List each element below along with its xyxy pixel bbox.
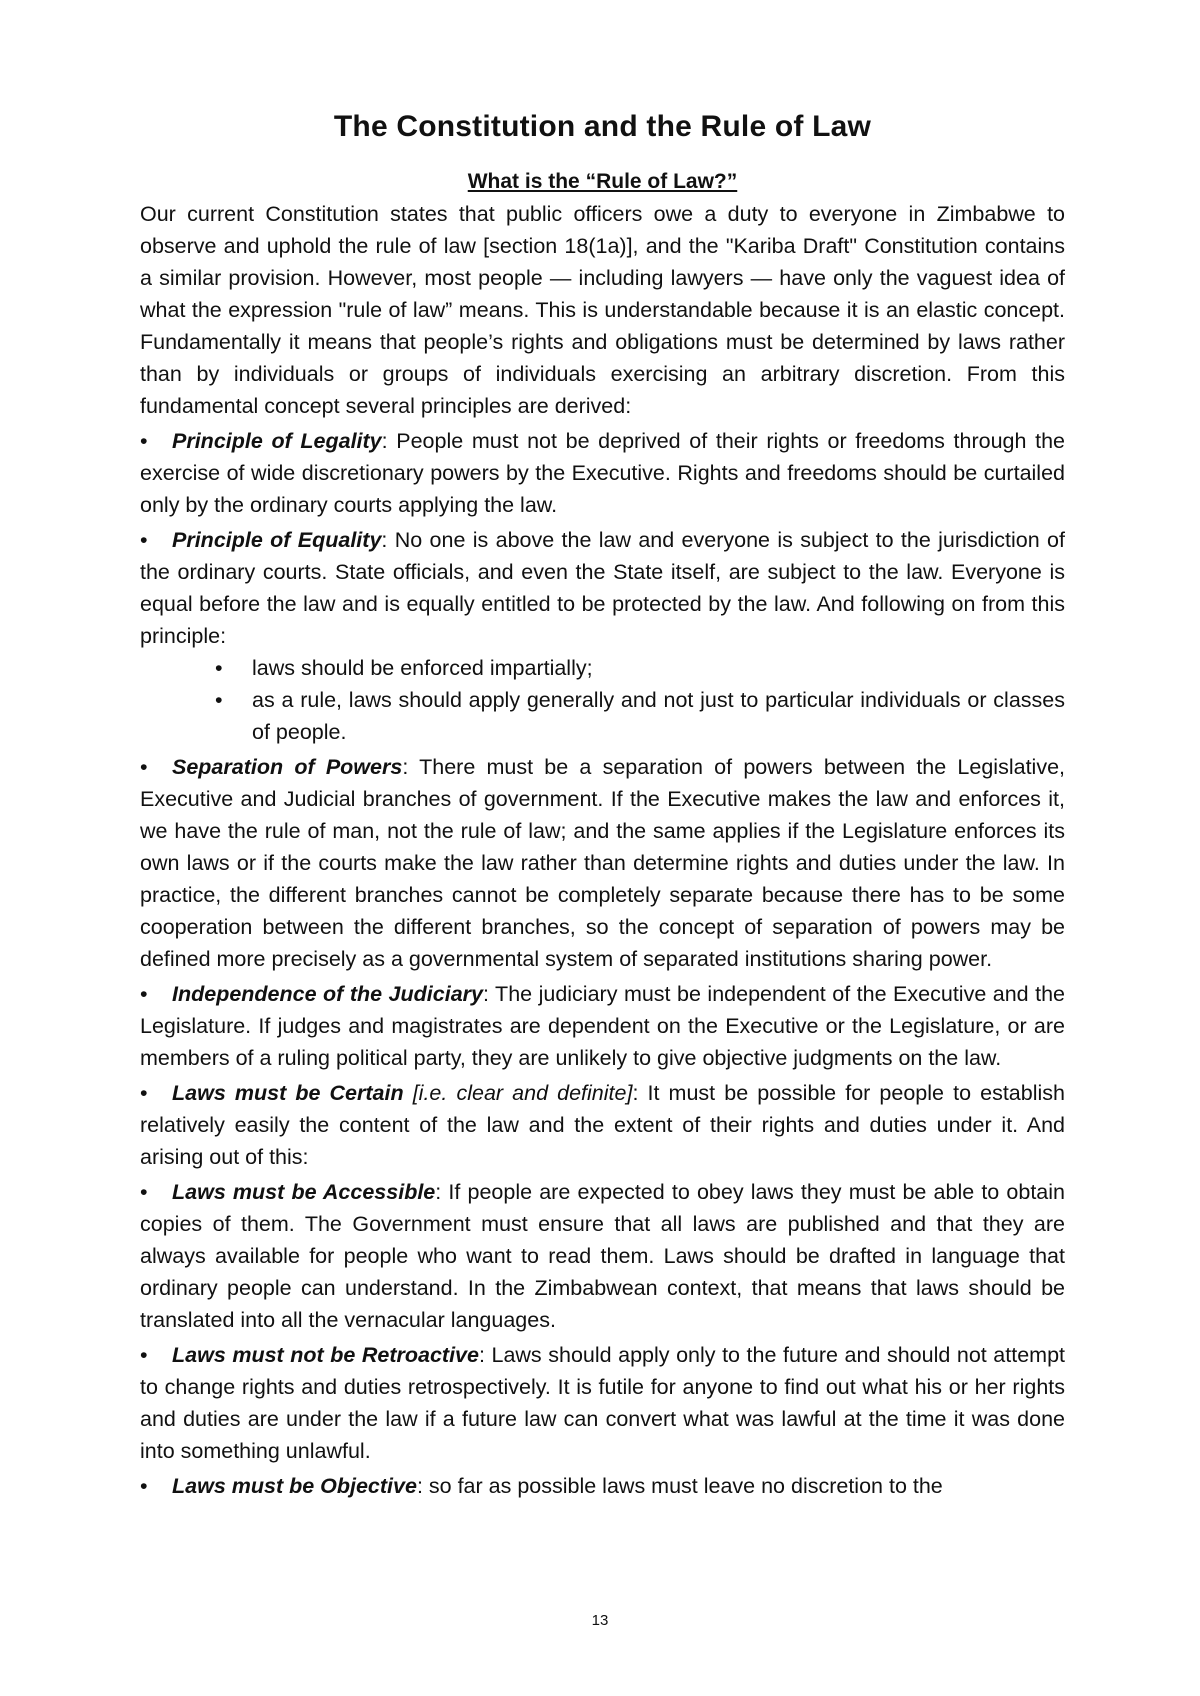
document-page bbox=[140, 100, 1065, 1502]
section-heading: What is the “Rule of Law?” bbox=[467, 170, 738, 193]
principle-term: Independence of the Judiciary bbox=[172, 982, 483, 1006]
principle-equality bbox=[140, 524, 1065, 652]
principle-separation-of-powers bbox=[140, 751, 1065, 975]
list-item: • as a rule, laws should apply generally and not just to particular individuals or classes of people. bbox=[140, 684, 1065, 748]
principle-laws-not-retroactive bbox=[140, 1339, 1065, 1467]
intro-paragraph: Our current Constitution states that public officers owe a duty to everyone in Zimbabwe to observe and uphold the rule of law [section 18(1a)], and the "Kariba Draft" Constitution contains a similar provision. However, most people — including lawyers — have only the vaguest idea of what the expression "rule of law” means. This is understandable because it is an elastic concept. Fundamentally it means that people’s rights and obligations must be determined by laws rather than by individuals or groups of individuals exercising an arbitrary discretion. From this fundamental concept several principles are derived: bbox=[140, 202, 1065, 418]
page-number: 13 bbox=[591, 1612, 609, 1629]
bullet-icon: • bbox=[215, 688, 223, 712]
principle-term: Principle of Equality bbox=[172, 528, 382, 552]
principle-text: : so far as possible laws must leave no discretion to the bbox=[416, 1474, 943, 1498]
bullet-icon: • bbox=[140, 755, 148, 779]
bullet-icon: • bbox=[140, 1474, 148, 1498]
bullet-icon: • bbox=[140, 1081, 148, 1105]
document-title: The Constitution and the Rule of Law bbox=[333, 110, 872, 143]
principle-text: : There must be a separation of powers between the Legislative, Executive and Judicial branches of government. If the Executive makes the law and enforces it, we have the rule of man, not the rule of law; and the same applies if the Legislature enforces its own laws or if the courts make the law rather than determine rights and duties under the law. In practice, the different branches cannot be completely separate because there has to be some cooperation between the different branches, so the concept of separation of powers may be defined more precisely as a governmental system of separated institutions sharing power. bbox=[140, 755, 1065, 971]
principle-laws-accessible bbox=[140, 1176, 1065, 1336]
principle-note: [i.e. clear and definite] bbox=[403, 1081, 633, 1105]
bullet-icon: • bbox=[140, 1180, 148, 1204]
principle-laws-certain bbox=[140, 1077, 1065, 1173]
list-item: • laws should be enforced impartially; bbox=[140, 652, 1065, 684]
principle-term: Laws must not be Retroactive bbox=[172, 1343, 479, 1367]
principle-laws-objective bbox=[140, 1470, 1065, 1502]
bullet-icon: • bbox=[140, 429, 148, 453]
principle-term: Separation of Powers bbox=[172, 755, 403, 779]
principle-term: Laws must be Accessible bbox=[172, 1180, 436, 1204]
equality-subpoints bbox=[140, 652, 1065, 748]
bullet-icon: • bbox=[215, 656, 223, 680]
principle-text: : It must be possible for people to establish relatively easily the content of the law and the extent of their rights and duties under it. And arising out of this: bbox=[140, 1081, 1065, 1169]
principle-text: : If people are expected to obey laws they must be able to obtain copies of them. The Government must ensure that all laws are published and that they are always available for people who want to read them. Laws should be drafted in language that ordinary people can understand. In the Zimbabwean context, that means that laws should be translated into all the vernacular languages. bbox=[140, 1180, 1066, 1332]
principle-text: : No one is above the law and everyone is subject to the jurisdiction of the ordinary courts. State officials, and even the State itself, are subject to the law. Everyone is equal before the law and is equally entitled to be protected by the law. And following on from this principle: bbox=[140, 528, 1065, 648]
principle-term: Laws must be Certain bbox=[172, 1081, 404, 1105]
principle-independence-judiciary bbox=[140, 978, 1065, 1074]
bullet-icon: • bbox=[140, 1343, 148, 1367]
principle-text: : The judiciary must be independent of the Executive and the Legislature. If judges and magistrates are dependent on the Executive or the Legislature, or are members of a ruling political party, they are unlikely to give objective judgments on the law. bbox=[140, 982, 1066, 1070]
principle-term: Principle of Legality bbox=[172, 429, 382, 453]
principle-text: : People must not be deprived of their rights or freedoms through the exercise of wide discretionary powers by the Executive. Rights and freedoms should be curtailed only by the ordinary courts applying the law. bbox=[140, 429, 1066, 517]
principle-legality bbox=[140, 425, 1065, 521]
bullet-icon: • bbox=[140, 528, 148, 552]
principle-term: Laws must be Objective bbox=[172, 1474, 417, 1498]
principle-text: : Laws should apply only to the future and should not attempt to change rights and duties retrospectively. It is futile for anyone to find out what his or her rights and duties are under the law if a future law can convert what was lawful at the time it was done into something unlawful. bbox=[140, 1343, 1065, 1463]
bullet-icon: • bbox=[140, 982, 148, 1006]
